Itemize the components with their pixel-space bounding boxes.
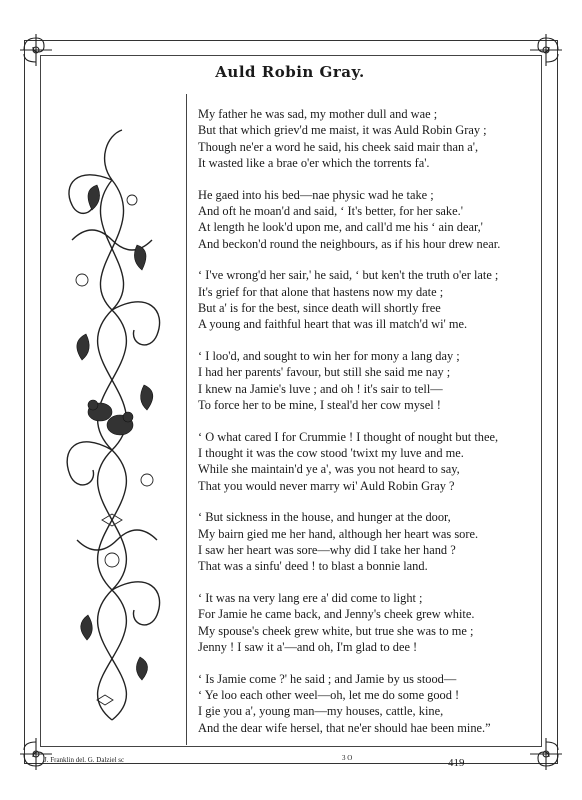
page-title: Auld Robin Gray. [215, 63, 365, 81]
stanza [198, 429, 533, 494]
poem-line: My bairn gied me her hand, although her heart was sore. [198, 526, 479, 541]
poem-line: To force her to be mine, I steal'd her cow mysel ! [198, 397, 441, 412]
poem-line: A young and faithful heart that was ill match'd wi' me. [198, 317, 468, 332]
corner-ornament-bottom-left [16, 734, 56, 774]
poem-line: ‘ I've wrong'd her sair,' he said, ‘ but ken't the truth o'er late ; [198, 268, 499, 283]
stanza [198, 106, 533, 171]
poem-line: But a' is for the best, since death will shortly free [198, 300, 441, 315]
poem-line: I saw her heart was sore—why did I take her hand ? [198, 543, 456, 558]
poem-text [198, 106, 533, 752]
poem-line: ‘ Ye loo each other weel—oh, let me do some good ! [198, 688, 460, 703]
poem-line: I had her parents' favour, but still she said me nay ; [198, 365, 451, 380]
stanza [198, 671, 533, 736]
poem-line: Jenny ! I saw it a'—and oh, I'm glad to dee ! [198, 640, 418, 655]
stanza [198, 187, 533, 252]
poem-line: For Jamie he came back, and Jenny's cheek grew white. [198, 607, 475, 622]
poem-line: I knew na Jamie's luve ; and oh ! it's sair to tell— [198, 381, 443, 396]
poem-line: ‘ O what cared I for Crummie ! I thought of nought but thee, [198, 429, 499, 444]
poem-line: And beckon'd round the neighbours, as if his hour drew near. [198, 236, 501, 251]
poem-line: ‘ I loo'd, and sought to win her for mony a lang day ; [198, 349, 460, 364]
poem-line: Though ne'er a word he said, his cheek said mair than a', [198, 139, 479, 154]
poem-line: I thought it was the cow stood 'twixt my luve and me. [198, 446, 464, 461]
poem-line: That you would never marry wi' Auld Robin Gray ? [198, 478, 455, 493]
poem-line: ‘ Is Jamie come ?' he said ; and Jamie by us stood— [198, 671, 457, 686]
stanza [198, 348, 533, 413]
poem-line: ‘ It was na very lang ere a' did come to light ; [198, 591, 423, 606]
page-number: 419 [448, 757, 465, 769]
poem-line: That was a sinfu' deed ! to blast a bonnie land. [198, 559, 428, 574]
poem-line: It wasted like a brae o'er which the torrents fa'. [198, 155, 430, 170]
stanza [198, 590, 533, 655]
column-divider [186, 94, 187, 745]
poem-line: I gie you a', young man—my houses, cattle, kine, [198, 704, 444, 719]
poem-line: And oft he moan'd and said, ‘ It's better, for her sake.' [198, 203, 463, 218]
poem-line: ‘ But sickness in the house, and hunger at the door, [198, 510, 451, 525]
engraver-credits: J. Franklin del. G. Dalziel sc [44, 756, 125, 764]
stanza [198, 509, 533, 574]
poem-line: My spouse's cheek grew white, but true she was to me ; [198, 623, 474, 638]
poem-line: And the dear wife hersel, that ne'er should hae been mine.” [198, 720, 491, 735]
poem-line: My father he was sad, my mother dull and wae ; [198, 107, 438, 121]
stanza [198, 267, 533, 332]
signature-mark: 3 O [342, 754, 353, 762]
vine-birds-illustration [52, 120, 177, 725]
poem-line: At length he look'd upon me, and call'd me his ‘ ain dear,' [198, 220, 483, 235]
poem-line: He gaed into his bed—nae physic wad he take ; [198, 187, 434, 202]
poem-line: While she maintain'd ye a', was you not heard to say, [198, 462, 460, 477]
poem-line: But that which griev'd me maist, it was Auld Robin Gray ; [198, 123, 487, 138]
poem-line: It's grief for that alone that hastens now my date ; [198, 284, 444, 299]
